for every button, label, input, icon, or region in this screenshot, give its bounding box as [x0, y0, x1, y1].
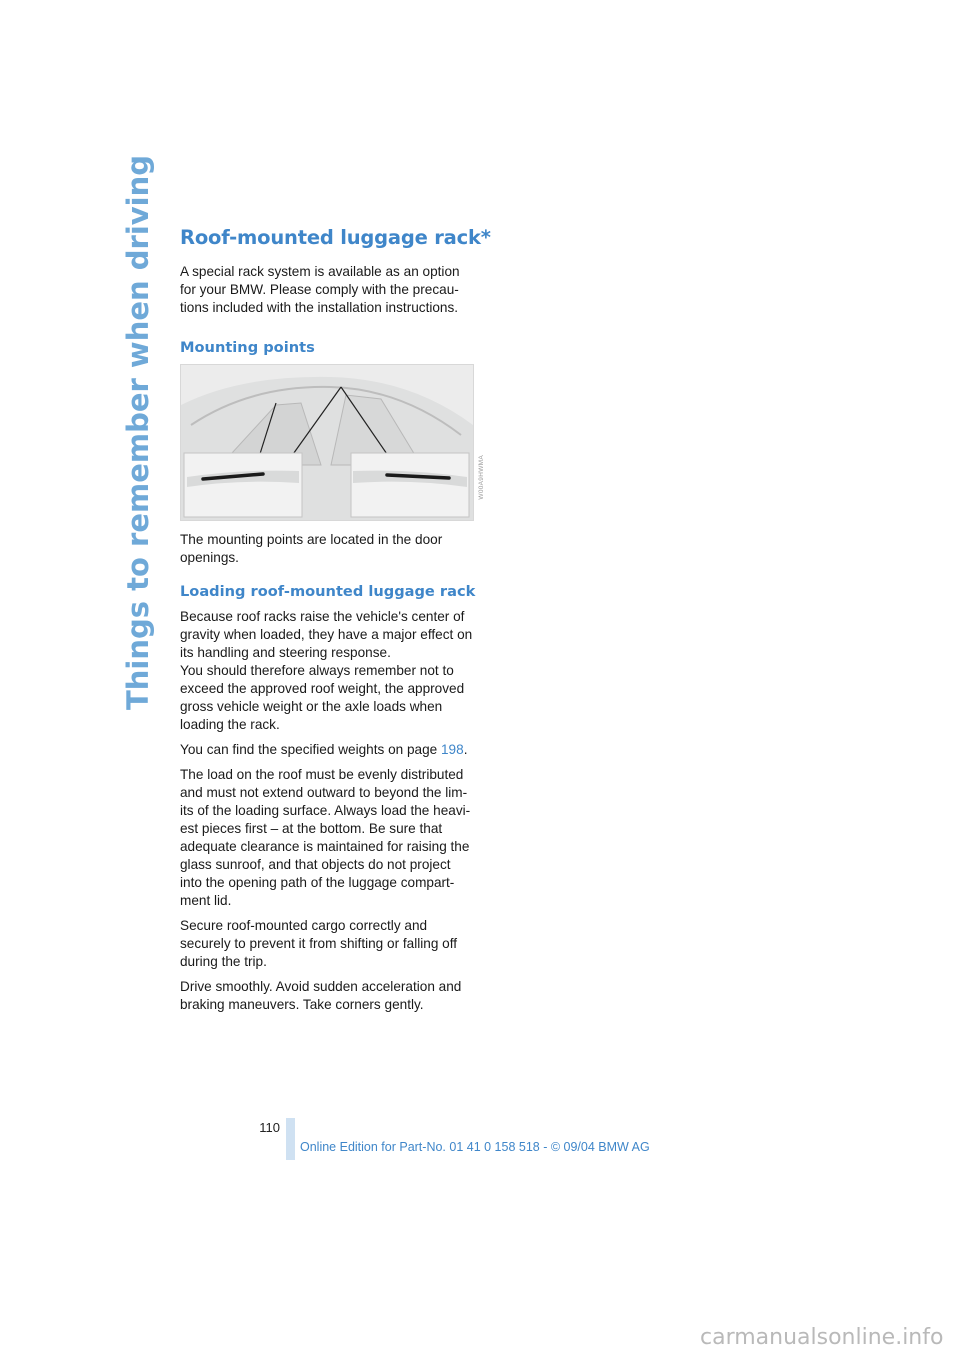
page-number: 110 [259, 1120, 280, 1135]
edition-footer: Online Edition for Part-No. 01 41 0 158 518 - © 09/04 BMW AG [300, 1140, 650, 1154]
figure-code: W00A9HWMA [478, 455, 485, 500]
loading-paragraph-4: Secure roof-mounted cargo correctly and securely to prevent it from shifting or falling off during the trip. [180, 918, 458, 969]
mounting-caption: The mounting points are located in the door openings. [180, 532, 443, 565]
weights-period: . [463, 742, 468, 757]
page-198-link[interactable]: 198 [441, 742, 464, 757]
loading-paragraph-2 [180, 741, 476, 759]
loading-paragraph-3: The load on the roof must be evenly distributed and must not extend outward to beyond the lim-its of the loading surface. Always load the heavi-est pieces first – at the bottom. Be sure that adequate clearance is maintained for raising the glass sunroof, and that objects do not project into the opening path of the luggage compart-ment lid. [180, 767, 471, 908]
intro-paragraph: A special rack system is available as an option for your BMW. Please comply with the precau-tions included with the installation instructions. [180, 264, 460, 315]
section-side-title: Things to remember when driving [121, 154, 155, 710]
site-watermark: carmanualsonline.info [700, 1325, 944, 1350]
mounting-points-heading: Mounting points [180, 339, 315, 356]
footer-accent-bar [286, 1118, 295, 1160]
loading-paragraph-1b: You should therefore always remember not to exceed the approved roof weight, the approved gross vehicle weight or the axle loads when loading the rack. [180, 663, 465, 732]
mounting-points-figure [180, 364, 474, 521]
page-heading: Roof-mounted luggage rack* [180, 226, 491, 249]
roof-illustration [181, 365, 473, 520]
loading-paragraph-5: Drive smoothly. Avoid sudden acceleration and braking maneuvers. Take corners gently. [180, 979, 462, 1012]
loading-paragraph-1a: Because roof racks raise the vehicle's center of gravity when loaded, they have a major effect on its handling and steering response. [180, 609, 473, 660]
weights-text: You can find the specified weights on page [180, 742, 441, 757]
loading-heading: Loading roof-mounted luggage rack [180, 583, 476, 600]
